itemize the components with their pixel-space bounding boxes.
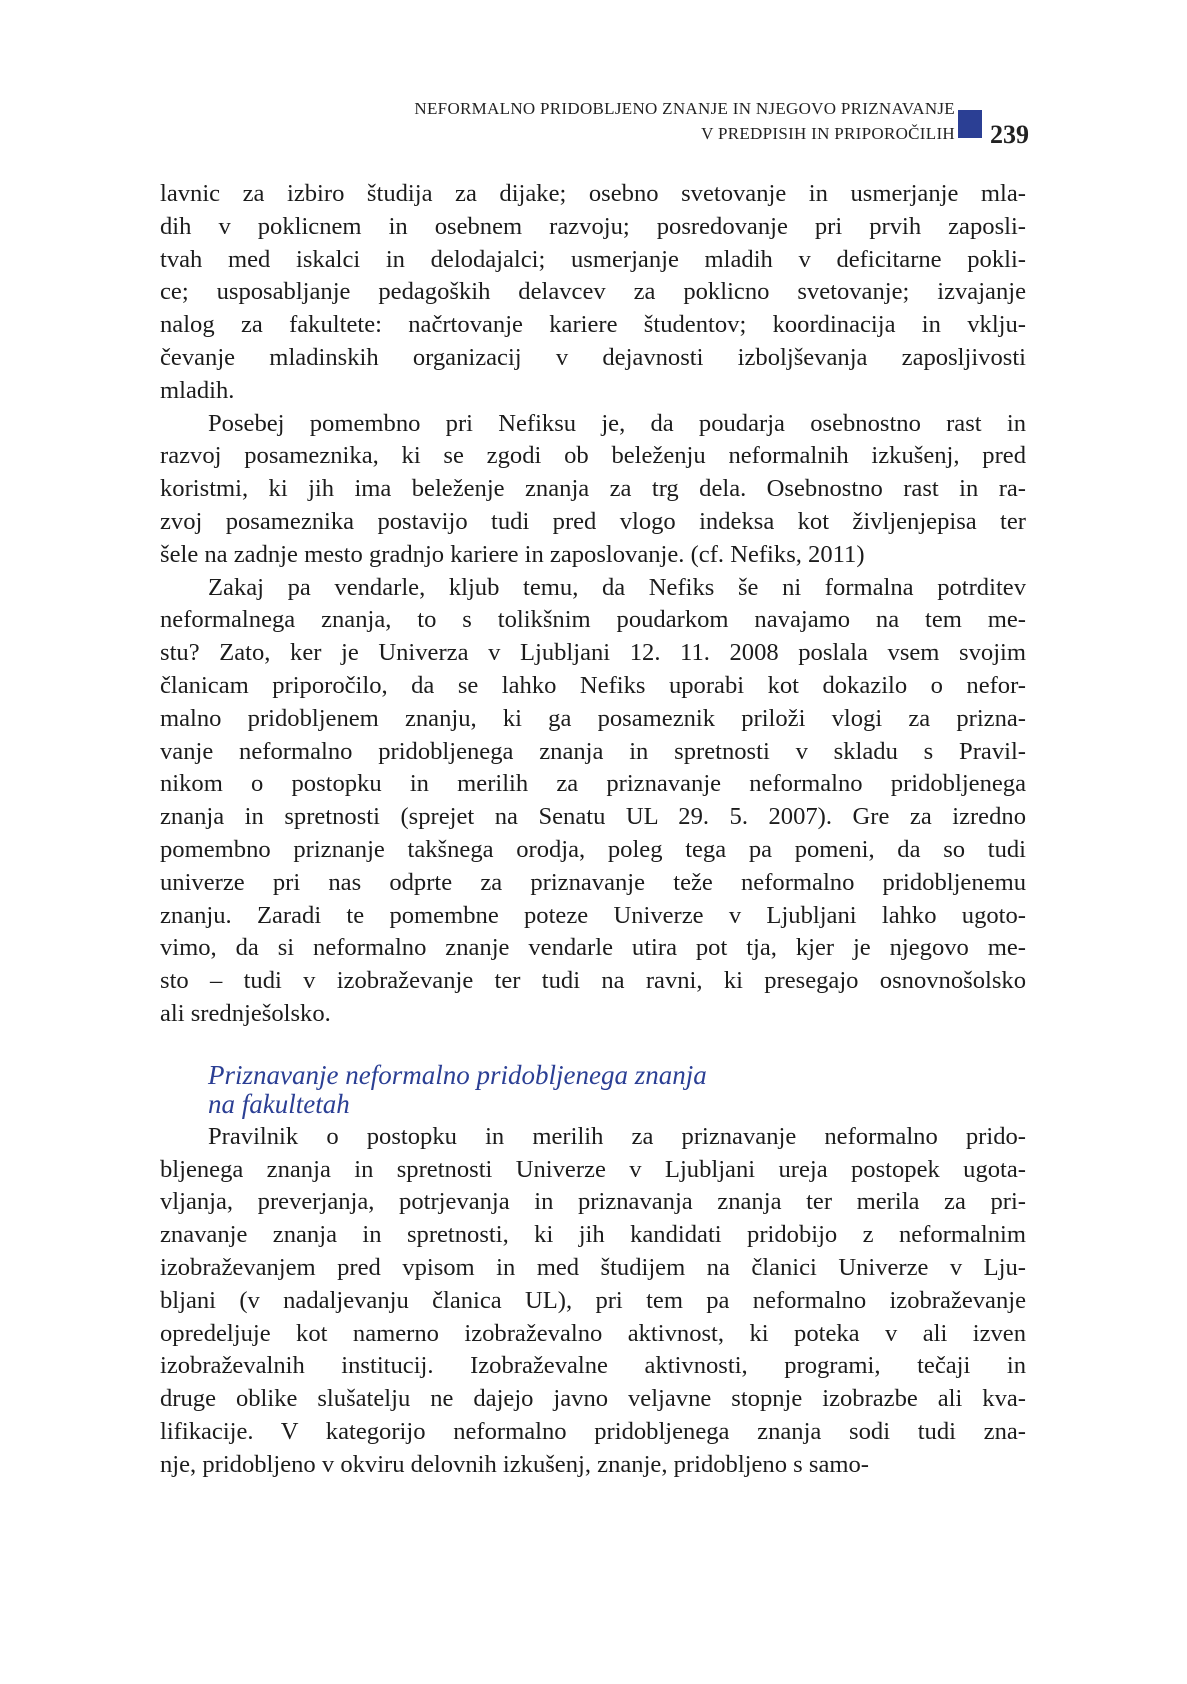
text-line: znanju. Zaradi te pomembne poteze Univerze v Ljubljani lahko ugoto- xyxy=(160,901,1026,929)
text-line: mladih. xyxy=(160,376,235,404)
text-line: znanja in spretnosti (sprejet na Senatu UL 29. 5. 2007). Gre za izredno xyxy=(160,803,1026,831)
section-heading xyxy=(160,1061,1026,1119)
text-line: neformalnega znanja, to s tolikšnim poudarkom navajamo na tem me- xyxy=(160,606,1026,634)
text-line: nje, pridobljeno v okviru delovnih izkušenj, znanje, pridobljeno s samo- xyxy=(160,1450,869,1478)
text-line: opredeljuje kot namerno izobraževalno aktivnost, ki poteka v ali izven xyxy=(160,1319,1026,1347)
text-line: članicam priporočilo, da se lahko Nefiks uporabi kot dokazilo o nefor- xyxy=(160,671,1026,699)
running-header xyxy=(414,96,955,146)
text-line: vimo, da si neformalno znanje vendarle utira pot tja, kjer je njegovo me- xyxy=(160,934,1026,962)
section-heading-line-2: na fakultetah xyxy=(208,1088,350,1119)
text-line: druge oblike slušatelju ne dajejo javno veljavne stopnje izobrazbe ali kva- xyxy=(160,1385,1026,1413)
text-line: koristmi, ki jih ima beleženje znanja za trg dela. Osebnostno rast in ra- xyxy=(160,475,1026,503)
running-title-line-2: V PREDPISIH IN PRIPOROČILIH xyxy=(701,124,955,143)
text-line: razvoj posameznika, ki se zgodi ob beleženju neformalnih izkušenj, pred xyxy=(160,442,1026,470)
text-line: šele na zadnje mesto gradnjo kariere in zaposlovanje. (cf. Nefiks, 2011) xyxy=(160,540,865,568)
paragraph xyxy=(160,1121,1026,1482)
text-line: Zakaj pa vendarle, kljub temu, da Nefiks še ni formalna potrditev xyxy=(208,573,1026,601)
text-line: malno pridobljenem znanju, ki ga posameznik priloži vlogi za prizna- xyxy=(160,704,1026,732)
text-line: sto – tudi v izobraževanje ter tudi na ravni, ki presegajo osnovnošolsko xyxy=(160,967,1026,995)
paragraph xyxy=(160,178,1026,408)
paragraphs-after-heading xyxy=(160,1121,1026,1482)
text-line: Posebej pomembno pri Nefiksu je, da poudarja osebnostno rast in xyxy=(208,409,1026,437)
paragraph xyxy=(160,572,1026,1031)
text-line: vljanja, preverjanja, potrjevanja in priznavanja znanja ter merila za pri- xyxy=(160,1188,1026,1216)
text-line: lifikacije. V kategorijo neformalno pridobljenega znanja sodi tudi zna- xyxy=(160,1417,1026,1445)
text-line: vanje neformalno pridobljenega znanja in spretnosti v skladu s Pravil- xyxy=(160,737,1026,765)
text-line: tvah med iskalci in delodajalci; usmerjanje mladih v deficitarne pokli- xyxy=(160,245,1026,273)
paragraphs-before-heading xyxy=(160,178,1026,1031)
section-heading-line-1: Priznavanje neformalno pridobljenega znanja xyxy=(208,1059,707,1090)
text-line: dih v poklicnem in osebnem razvoju; posredovanje pri prvih zaposli- xyxy=(160,212,1026,240)
text-line: bljani (v nadaljevanju članica UL), pri tem pa neformalno izobraževanje xyxy=(160,1286,1026,1314)
paragraph xyxy=(160,408,1026,572)
text-line: nikom o postopku in merilih za priznavanje neformalno pridobljenega xyxy=(160,770,1026,798)
running-title-line-1: NEFORMALNO PRIDOBLJENO ZNANJE IN NJEGOVO PRIZNAVANJE xyxy=(414,99,955,118)
body-text xyxy=(160,178,1026,1481)
header-accent-square xyxy=(958,110,982,138)
text-line: univerze pri nas odprte za priznavanje teže neformalno pridobljenemu xyxy=(160,868,1026,896)
text-line: ali srednješolsko. xyxy=(160,999,331,1027)
text-line: čevanje mladinskih organizacij v dejavnosti izboljševanja zaposljivosti xyxy=(160,343,1026,371)
text-line: izobraževanjem pred vpisom in med študijem na članici Univerze v Lju- xyxy=(160,1253,1026,1281)
text-line: izobraževalnih institucij. Izobraževalne aktivnosti, programi, tečaji in xyxy=(160,1352,1026,1380)
text-line: bljenega znanja in spretnosti Univerze v Ljubljani ureja postopek ugota- xyxy=(160,1155,1026,1183)
text-line: zvoj posameznika postavijo tudi pred vlogo indeksa kot življenjepisa ter xyxy=(160,507,1026,535)
text-line: stu? Zato, ker je Univerza v Ljubljani 12. 11. 2008 poslala vsem svojim xyxy=(160,639,1026,667)
text-line: Pravilnik o postopku in merilih za priznavanje neformalno prido- xyxy=(208,1122,1026,1150)
text-line: pomembno priznanje takšnega orodja, poleg tega pa pomeni, da so tudi xyxy=(160,835,1026,863)
text-line: nalog za fakultete: načrtovanje kariere študentov; koordinacija in vklju- xyxy=(160,311,1026,339)
text-line: znavanje znanja in spretnosti, ki jih kandidati pridobijo z neformalnim xyxy=(160,1221,1026,1249)
text-line: lavnic za izbiro študija za dijake; osebno svetovanje in usmerjanje mla- xyxy=(160,180,1026,207)
text-line: ce; usposabljanje pedagoških delavcev za poklicno svetovanje; izvajanje xyxy=(160,278,1026,306)
page-number: 239 xyxy=(990,120,1029,149)
